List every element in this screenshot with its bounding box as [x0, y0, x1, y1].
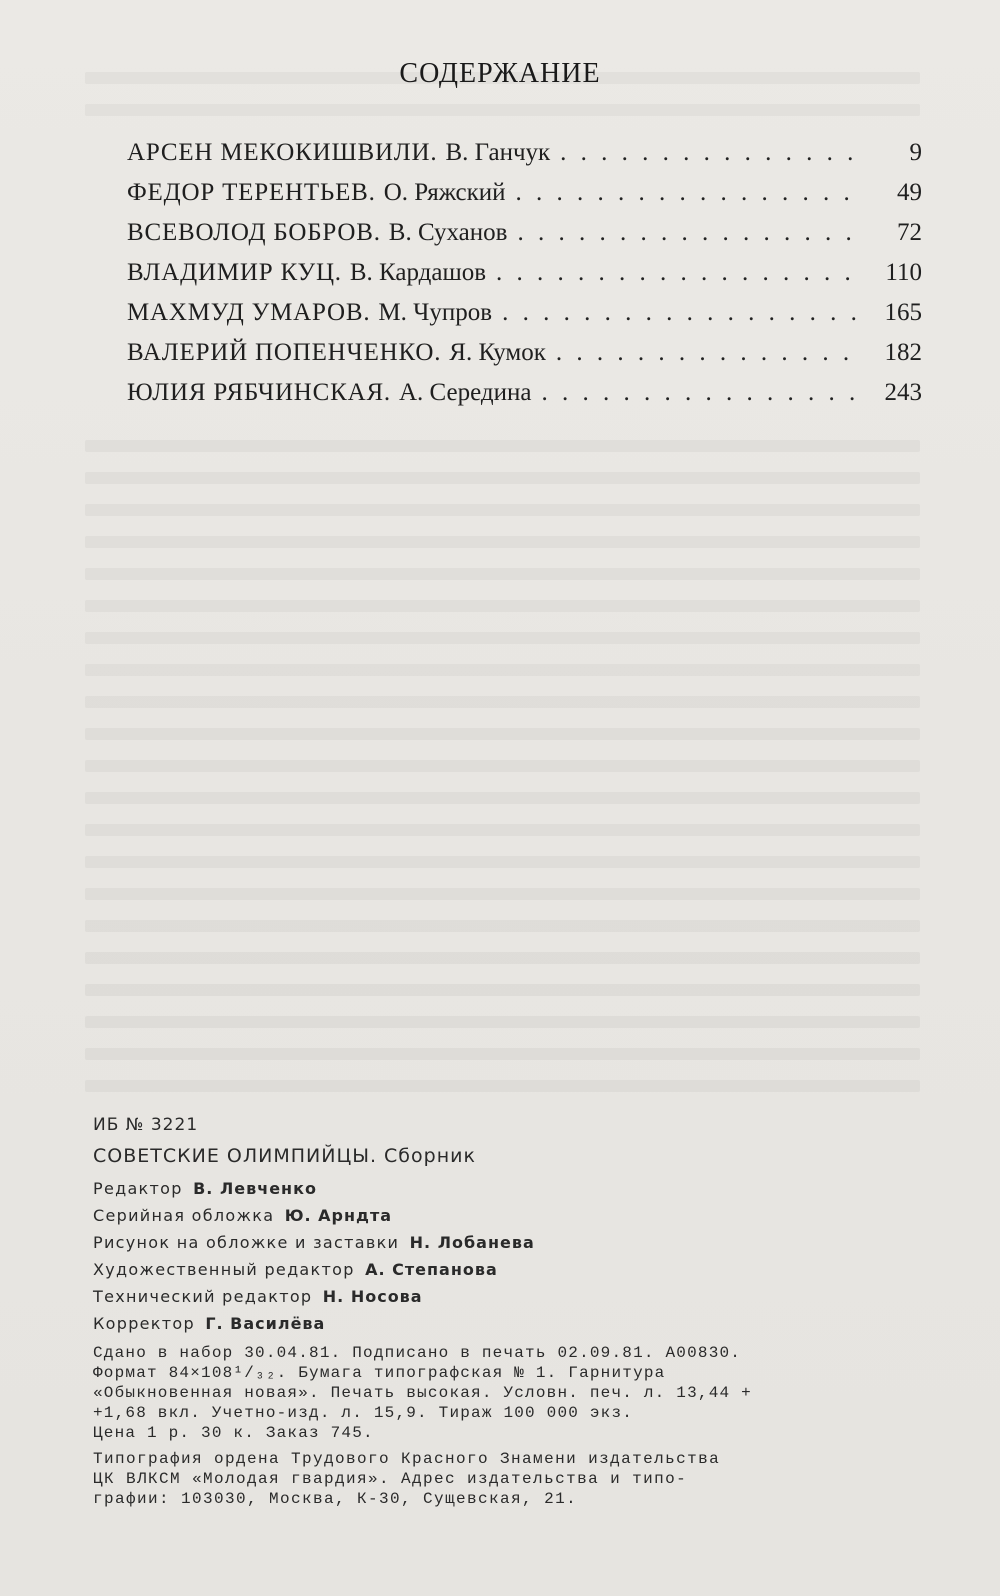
bleed-through-line [85, 1080, 920, 1092]
bleed-through-line [85, 536, 920, 548]
typography-info [93, 1449, 893, 1509]
bleed-through-line [85, 1048, 920, 1060]
print-info [93, 1343, 893, 1443]
bleed-through-line [85, 472, 920, 484]
credit-name: Н. Лобанева [409, 1233, 535, 1252]
bleed-through-line [85, 792, 920, 804]
bleed-through-line [85, 888, 920, 900]
print-info-line: Сдано в набор 30.04.81. Подписано в печать 02.09.81. А00830. [93, 1344, 742, 1362]
toc-entry-author: А. Середина [398, 379, 532, 406]
bleed-through-line [85, 696, 920, 708]
bleed-through-line [85, 1016, 920, 1028]
toc-entry-author: В. Ганчук [445, 139, 551, 166]
bleed-through-line [85, 440, 920, 452]
bleed-through-line [85, 632, 920, 644]
toc-entry [127, 179, 922, 219]
bleed-through-line [85, 104, 920, 116]
credit-role: Редактор [93, 1179, 183, 1198]
credit-name: А. Степанова [365, 1260, 498, 1279]
toc-leader-dots [516, 179, 860, 207]
toc-entry-page: 72 [897, 219, 922, 246]
typography-line: Типография ордена Трудового Красного Знамени издательства [93, 1450, 721, 1468]
bleed-through-line [85, 760, 920, 772]
credit-row [93, 1175, 893, 1202]
toc-entry [127, 259, 922, 299]
toc-entry-page: 49 [897, 179, 922, 206]
print-info-line: Цена 1 р. 30 к. Заказ 745. [93, 1424, 374, 1442]
toc-entry [127, 139, 922, 179]
credits-list [93, 1175, 893, 1337]
toc-entry-name: ФЕДОР ТЕРЕНТЬЕВ. [127, 179, 376, 206]
toc-entry-author: М. Чупров [378, 299, 493, 326]
toc-entry-name: АРСЕН МЕКОКИШВИЛИ. [127, 139, 438, 166]
bleed-through-line [85, 984, 920, 996]
toc-entry-name: МАХМУД УМАРОВ. [127, 299, 371, 326]
credit-name: В. Левченко [193, 1179, 317, 1198]
toc-entry-author: О. Ряжский [383, 179, 506, 206]
print-info-line: «Обыкновенная новая». Печать высокая. Условн. печ. л. 13,44 + [93, 1384, 752, 1402]
toc-entry-name: ЮЛИЯ РЯБЧИНСКАЯ. [127, 379, 391, 406]
toc-entry [127, 299, 922, 339]
credit-row [93, 1283, 893, 1310]
credit-role: Серийная обложка [93, 1206, 275, 1225]
credit-name: Г. Василёва [205, 1314, 326, 1333]
credit-row [93, 1202, 893, 1229]
bleed-through-line [85, 600, 920, 612]
credit-name: Н. Носова [322, 1287, 423, 1306]
credit-name: Ю. Арндта [284, 1206, 393, 1225]
toc-entry-author: В. Кардашов [349, 259, 487, 286]
toc-leader-dots [541, 379, 860, 407]
credit-row [93, 1229, 893, 1256]
toc-entry [127, 339, 922, 379]
toc-leader-dots [502, 299, 860, 327]
ib-number: ИБ № 3221 [93, 1115, 199, 1135]
book-title: СОВЕТСКИЕ ОЛИМПИЙЦЫ. Сборник [93, 1145, 476, 1167]
print-info-line: Формат 84×108¹/₃₂. Бумага типографская № 1. Гарнитура [93, 1364, 666, 1382]
toc-leader-dots [560, 139, 860, 167]
toc-entry-name: ВЛАДИМИР КУЦ. [127, 259, 342, 286]
contents-heading: СОДЕРЖАНИЕ [399, 58, 601, 89]
credit-row [93, 1310, 893, 1337]
toc-entry [127, 379, 922, 419]
credit-row [93, 1256, 893, 1283]
toc-entry-page: 182 [884, 339, 922, 366]
toc-entry-page: 110 [885, 259, 922, 286]
bleed-through-line [85, 856, 920, 868]
toc-leader-dots [517, 219, 860, 247]
credit-role: Рисунок на обложке и заставки [93, 1233, 400, 1252]
toc-entry [127, 219, 922, 259]
bleed-through-line [85, 664, 920, 676]
bleed-through-line [85, 920, 920, 932]
toc-entry-page: 165 [884, 299, 922, 326]
typography-line: ЦК ВЛКСМ «Молодая гвардия». Адрес издательства и типо- [93, 1470, 688, 1488]
toc-entry-page: 243 [884, 379, 922, 406]
print-info-line: +1,68 вкл. Учетно-изд. л. 15,9. Тираж 100 000 экз. [93, 1404, 634, 1422]
bleed-through-line [85, 728, 920, 740]
toc-entry-name: ВАЛЕРИЙ ПОПЕНЧЕНКО. [127, 339, 442, 366]
bleed-through-line [85, 504, 920, 516]
typography-line: графии: 103030, Москва, К-30, Сущевская, 21. [93, 1490, 578, 1508]
credit-role: Корректор [93, 1314, 195, 1333]
toc-leader-dots [556, 339, 860, 367]
bleed-through-line [85, 568, 920, 580]
bleed-through-line [85, 824, 920, 836]
bleed-through-line [85, 952, 920, 964]
credit-role: Технический редактор [93, 1287, 313, 1306]
toc-entry-page: 9 [909, 139, 922, 166]
table-of-contents [127, 139, 922, 419]
toc-entry-author: Я. Кумок [449, 339, 546, 366]
toc-entry-author: В. Суханов [388, 219, 508, 246]
credit-role: Художественный редактор [93, 1260, 355, 1279]
toc-entry-name: ВСЕВОЛОД БОБРОВ. [127, 219, 381, 246]
toc-leader-dots [496, 259, 860, 287]
